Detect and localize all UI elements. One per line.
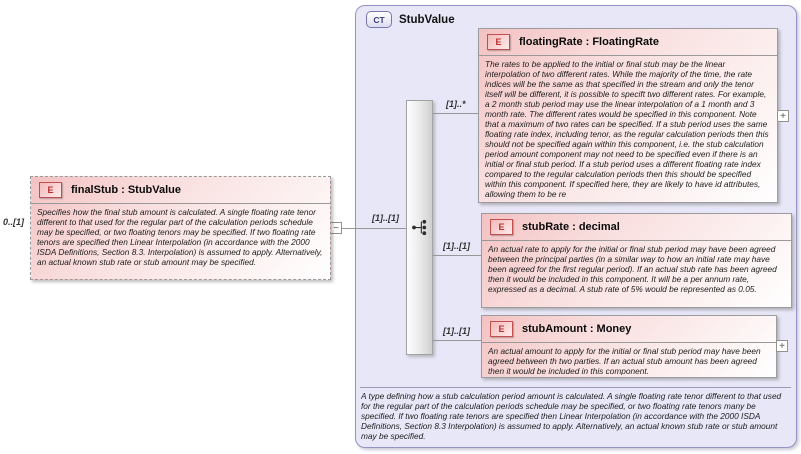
- complextype-icon: CT: [366, 11, 392, 28]
- floatingrate-header: [479, 29, 777, 55]
- stubrate-header: [482, 214, 791, 240]
- choice-compositor[interactable]: [406, 100, 433, 355]
- stubamount-header: [482, 316, 776, 342]
- plus-icon: +: [779, 340, 785, 352]
- stubrate-element[interactable]: [481, 213, 792, 308]
- complextype-header: [366, 11, 455, 28]
- finalstub-element[interactable]: [30, 176, 331, 280]
- stubamount-cardinality: [1]..[1]: [443, 326, 470, 336]
- stubrate-title: stubRate : decimal: [522, 221, 620, 233]
- stubamount-element[interactable]: [481, 315, 777, 378]
- expand-button-stubamount[interactable]: [776, 340, 788, 352]
- branch-line-stubamount: [433, 340, 481, 341]
- floatingrate-description: The rates to be applied to the initial or final stub may be the linear interpolation of two different rates. While the majority of the time, the rate indices will be the same as that specified in the stream and only the tenor itself will be different, it is possible to specift two different rates. For example, a 2 month stub period may use the linear interpolation of a 1 month and 3 month rate. The different rates would be specified in this component. Note that a maximum of two rates can be specified. If a stub period uses the same floating rate index, including tenor, as the regular calculation periods then this should not be specified again within this component, i.e. the stub calculation period amount component may not need to be specified even if there is an initial or final stub period. If a stub period uses a different floating rate index compared to the regular calculation periods then this should be specified within this component. If specified here, they are likely to have id attributes, allowing them to be re: [485, 59, 769, 199]
- stubrate-description: An actual rate to apply for the initial or final stub period may have been agreed between the principal parties (in a similar way to how an initial rate may have been agreed for the first regular period). If an actual stub rate has been agreed then it would be included in this component. It will be a per annum rate, expressed as a decimal. A stub rate of 5% would be represented as 0.05.: [488, 244, 777, 294]
- element-icon: E: [490, 219, 513, 235]
- branch-line-floatingrate: [433, 113, 478, 114]
- finalstub-header: [31, 177, 330, 203]
- collapse-button[interactable]: [330, 222, 342, 234]
- complextype-annotation: A type defining how a stub calculation period amount is calculated. A single floating rate tenor different to that used for the regular part of the calculation periods schedule may be specified, or two floating rate tenors many be specified. If two floating rate tenors are specified then Linear Interpolation (in accordance with the 2000 ISDA Definitions, Section 8.3 Interpolation) is assumed to apply. Alternatively, an actual known stub rate or stub amount may be specified.: [361, 391, 782, 441]
- finalstub-title: finalStub : StubValue: [71, 184, 182, 196]
- element-icon: E: [487, 34, 510, 50]
- finalstub-cardinality: 0..[1]: [3, 217, 25, 227]
- floatingrate-title: floatingRate : FloatingRate: [519, 36, 659, 48]
- plus-icon: +: [780, 110, 786, 122]
- stubrate-cardinality: [1]..[1]: [443, 241, 470, 251]
- floatingrate-cardinality: [1]..*: [446, 99, 466, 109]
- annotation-separator: [360, 387, 791, 388]
- minus-icon: −: [333, 222, 339, 234]
- header-separator: [31, 203, 330, 204]
- floatingrate-element[interactable]: [478, 28, 778, 203]
- element-icon: E: [490, 321, 513, 337]
- stubamount-description: An actual amount to apply for the initial or final stub period may have been agreed between th two parties. If an actual stub amount has been agreed then it would be included in this component.: [488, 346, 761, 375]
- expand-button-floatingrate[interactable]: [777, 110, 789, 122]
- compositor-cardinality: [1]..[1]: [372, 213, 399, 223]
- choice-icon: [411, 218, 428, 237]
- header-separator: [479, 55, 777, 56]
- complextype-title: StubValue: [399, 13, 455, 26]
- header-separator: [482, 342, 776, 343]
- finalstub-description: Specifies how the final stub amount is calculated. A single floating rate tenor different to that used for the regular part of the calculation periods schedule may be specified, or two floating tenors may be specified. If two floating rate tenors are specified then Linear Interpolation (in accordance with the 2000 ISDA Definitions, Section 8.3. Interpolation) is assumed to apply. Alternatively, an actual known stub rate or stub amount may be specified.: [37, 207, 323, 267]
- branch-line-stubrate: [433, 255, 481, 256]
- element-icon: E: [39, 182, 62, 198]
- stubamount-title: stubAmount : Money: [522, 323, 632, 335]
- connector-line-main: [331, 228, 406, 229]
- header-separator: [482, 240, 791, 241]
